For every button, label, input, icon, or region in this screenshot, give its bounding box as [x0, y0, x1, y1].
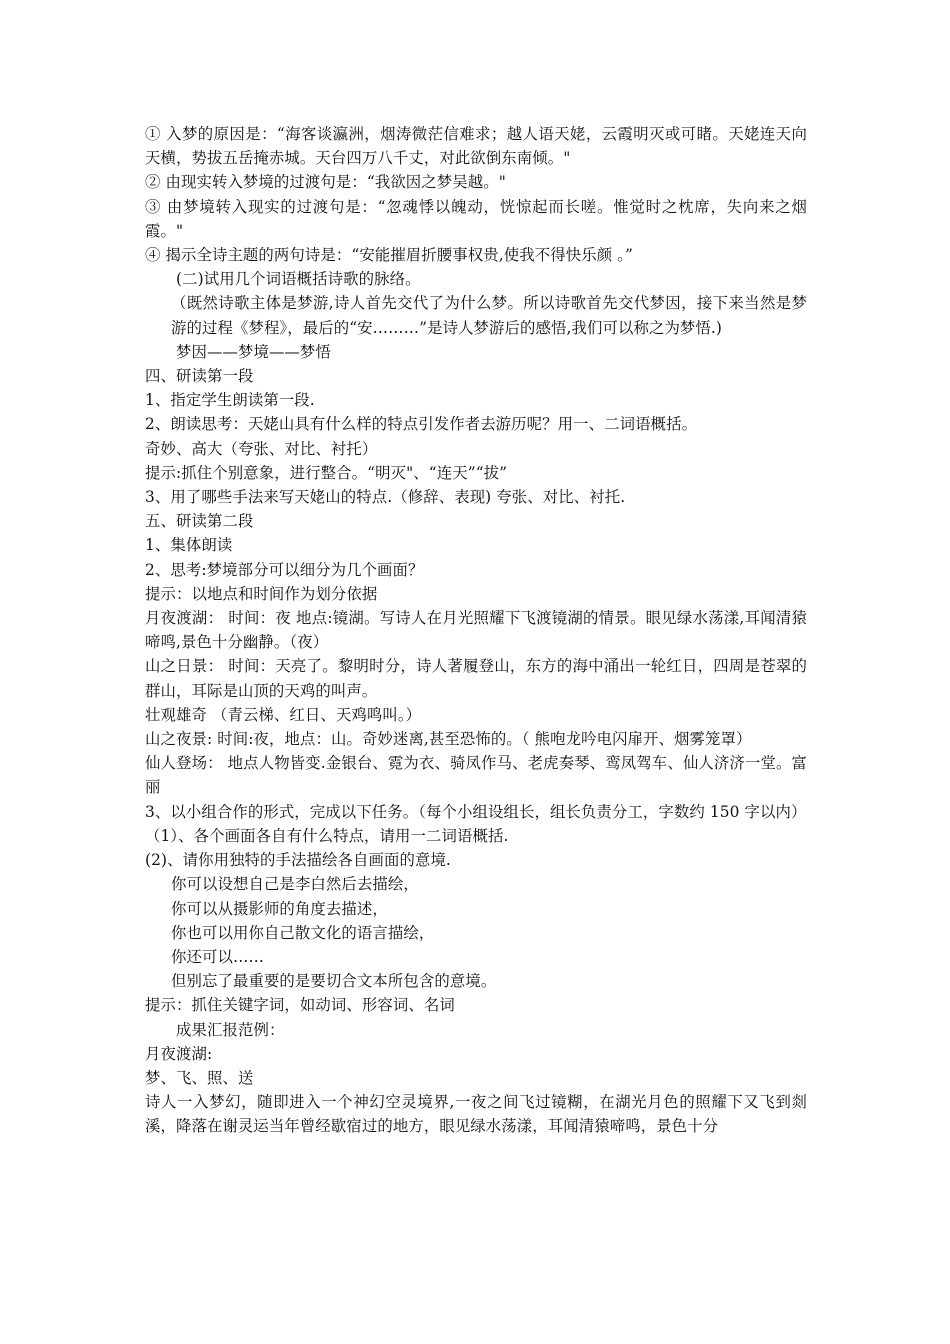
text-line-techniques: 3、用了哪些手法来写天姥山的特点.（修辞、表现) 夸张、对比、衬托.	[145, 488, 626, 507]
text-line-section-two: (二)试用几个词语概括诗歌的脉络。	[176, 270, 421, 289]
text-line-answer-one: 奇妙、高大（夸张、对比、衬托）	[145, 439, 378, 458]
text-line-group-read: 1、集体朗读	[145, 536, 233, 555]
text-line-reason: ① 入梦的原因是：“海客谈瀛洲，烟涛微茫信难求；越人语天姥，云霞明灭或可睹。天姥连天向天横，势拔五岳掩赤城。天台四万八千丈，对此欲倒东南倾。"	[145, 125, 807, 168]
text-line-task-one: （1）、各个画面各自有什么特点，请用一二词语概括.	[145, 826, 509, 845]
text-line-think-one: 2、朗读思考：天姥山具有什么样的特点引发作者去游历呢？用一、二词语概括。	[145, 415, 698, 434]
text-line-think-two: 2、思考:梦境部分可以细分为几个画面？	[145, 560, 424, 579]
section-heading-four: 四、研读第一段	[145, 367, 254, 386]
text-line-option-photographer: 你可以从摄影师的角度去描述，	[171, 899, 388, 918]
document-body	[145, 122, 807, 1139]
text-line-option-other: 你还可以……	[171, 947, 264, 966]
section-heading-five: 五、研读第二段	[145, 512, 254, 531]
text-line-scene-lake: 月夜渡湖： 时间：夜 地点:镜湖。写诗人在月光照耀下飞渡镜湖的情景。眼见绿水荡漾,耳闻清猿啼鸣,景色十分幽静。（夜）	[145, 609, 807, 652]
text-line-task-two: (2)、请你用独特的手法描绘各自画面的意境.	[145, 851, 451, 870]
text-line-option-prose: 你也可以用你自己散文化的语言描绘，	[171, 923, 435, 942]
text-line-hint-keywords: 提示：抓住关键字词，如动词、形容词、名词	[145, 996, 455, 1015]
text-line-example-heading: 成果汇报范例：	[176, 1020, 285, 1039]
text-line-theme: ④ 揭示全诗主题的两句诗是：“安能摧眉折腰事权贵,使我不得快乐颜 。”	[145, 246, 633, 265]
text-line-transition-to-dream: ② 由现实转入梦境的过渡句是：“我欲因之梦吴越。"	[145, 173, 506, 192]
text-line-explanation: （既然诗歌主体是梦游,诗人首先交代了为什么梦。所以诗歌首先交代梦因，接下来当然是梦游的过程《梦程》，最后的“安………”是诗人梦游后的感悟,我们可以称之为梦悟.)	[171, 294, 807, 337]
text-line-example-keywords: 梦、飞、照、送	[145, 1068, 254, 1087]
text-line-read-one: 1、指定学生朗读第一段.	[145, 391, 315, 410]
text-line-scene-night: 山之夜景: 时间:夜，地点：山。奇妙迷离,甚至恐怖的。（ 熊咆龙吟电闪扉开、烟雾笼罩）	[145, 730, 752, 749]
text-line-reminder: 但别忘了最重要的是要切合文本所包含的意境。	[171, 972, 497, 991]
text-line-scene-day: 山之日景： 时间：天亮了。黎明时分，诗人著履登山，东方的海中涌出一轮红日，四周是苍翠的群山，耳际是山顶的天鸡的叫声。	[145, 657, 807, 700]
text-line-transition-to-reality: ③ 由梦境转入现实的过渡句是：“忽魂悸以魄动，恍惊起而长嗟。惟觉时之枕席，失向来之烟霞。"	[145, 197, 807, 240]
text-line-option-libai: 你可以设想自己是李白然后去描绘，	[171, 875, 419, 894]
text-line-example-body: 诗人一入梦幻，随即进入一个神幻空灵境界,一夜之间飞过镜糊，在湖光月色的照耀下又飞到剡溪，降落在谢灵运当年曾经歇宿过的地方，眼见绿水荡漾，耳闻清猿啼鸣，景色十分	[145, 1093, 807, 1136]
text-line-scene-immortals: 仙人登场： 地点人物皆变.金银台、霓为衣、骑凤作马、老虎奏琴、鸾凤驾车、仙人济济一堂。富丽	[145, 754, 807, 797]
text-line-scene-day-summary: 壮观雄奇 （青云梯、红日、天鸡鸣叫。）	[145, 705, 422, 724]
text-line-example-title: 月夜渡湖:	[145, 1044, 213, 1063]
text-line-structure: 梦因——梦境——梦悟	[176, 342, 331, 361]
text-line-hint-two: 提示：以地点和时间作为划分依据	[145, 584, 378, 603]
text-line-hint-one: 提示:抓住个别意象，进行整合。“明灭"、“连天”“拔”	[145, 463, 508, 482]
text-line-group-task: 3、以小组合作的形式，完成以下任务。（每个小组设组长，组长负责分工，字数约 150 字以内）	[145, 802, 807, 821]
